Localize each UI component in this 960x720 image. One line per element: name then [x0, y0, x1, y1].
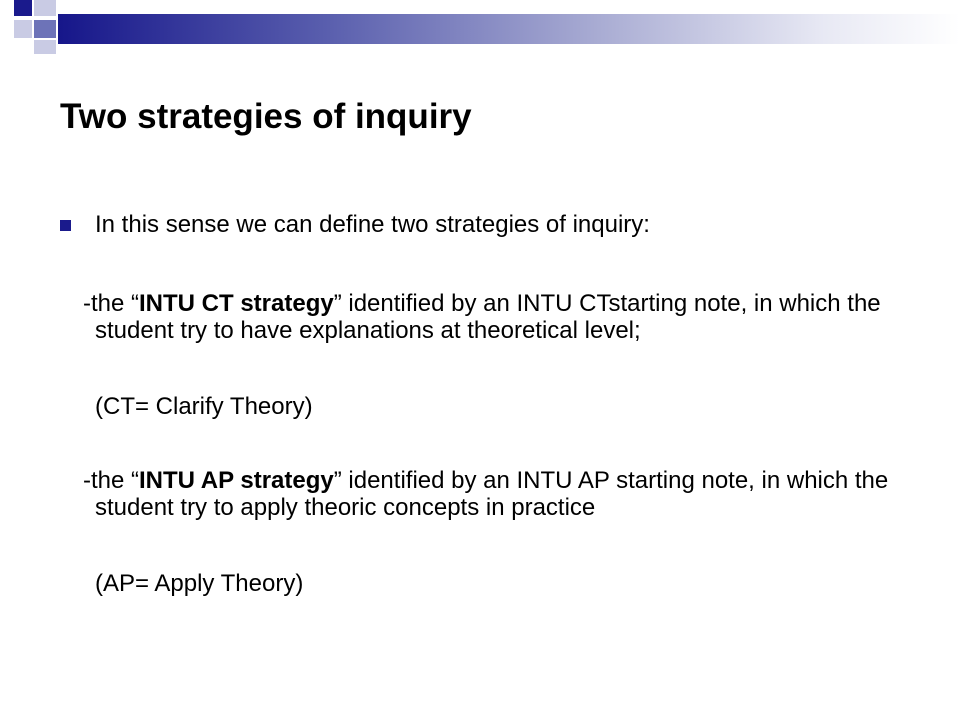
strategy-ct-prefix: -the “ [83, 290, 140, 317]
decor-square [14, 0, 32, 16]
decor-square [34, 40, 56, 54]
strategy-ct-note: (CT= Clarify Theory) [95, 393, 313, 420]
strategy-ct-description: ” identified by an INTU CTstarting note, in which the student try to have explanations at theoretical level; [95, 290, 881, 344]
square-bullet-icon [60, 220, 71, 231]
decor-square [34, 0, 56, 16]
slide-title: Two strategies of inquiry [60, 97, 472, 136]
decor-square [14, 20, 32, 38]
bullet-text: In this sense we can define two strategies of inquiry: [95, 211, 650, 238]
decor-square [34, 20, 56, 38]
strategy-ap-prefix: -the “ [83, 467, 140, 494]
strategy-ap-note: (AP= Apply Theory) [95, 570, 304, 597]
strategy-ap-name: INTU AP strategy [139, 467, 334, 494]
strategy-ct-name: INTU CT strategy [139, 290, 334, 317]
strategy-ap-description: ” identified by an INTU AP starting note, in which the student try to apply theoric concepts in practice [95, 467, 889, 521]
strategy-ct-paragraph [83, 290, 925, 344]
strategy-ap-paragraph [83, 467, 925, 521]
header-gradient-bar [58, 14, 960, 44]
